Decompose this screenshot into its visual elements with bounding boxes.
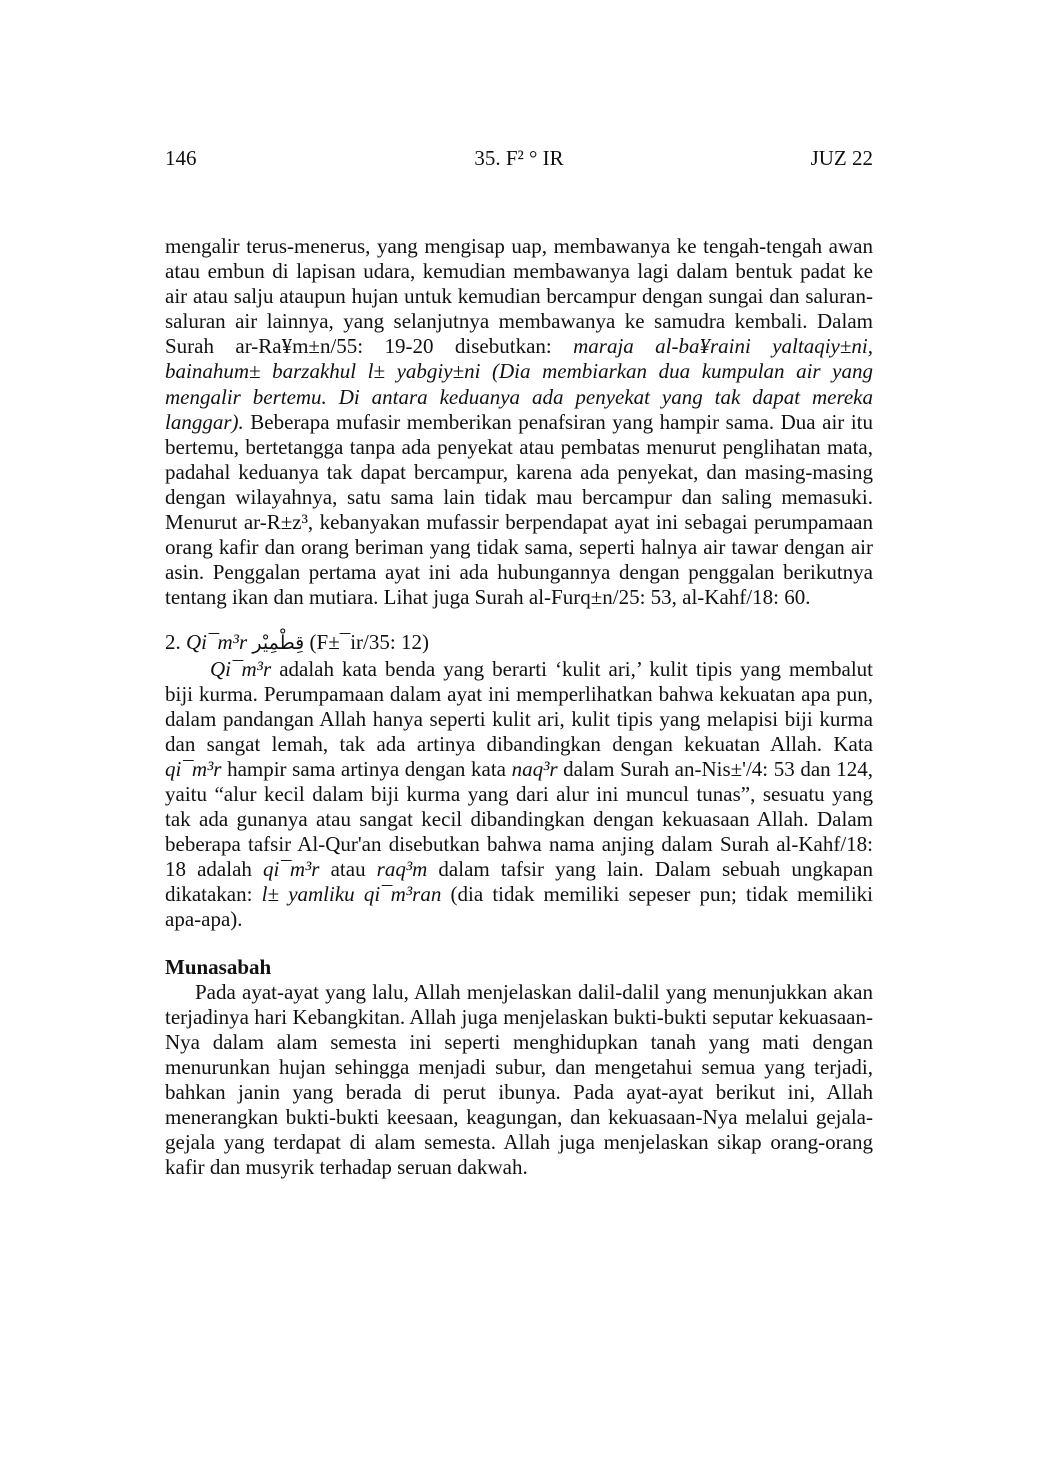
para2-text-1: adalah kata benda yang berarti ‘kulit ari,’ kulit tipis yang membalut biji kurma. Perumpamaan dalam ayat ini memperlihatkan bahwa kekuatan apa pun, dalam pandangan Allah hanya seperti kulit ari, kulit tipis yang melapisi biji kurma dan sangat lemah, tak ada artinya dibandingkan dengan kekuatan Allah. Kata (165, 656, 873, 756)
vocab-number: 2. (165, 630, 181, 655)
page-number: 146 (165, 146, 197, 170)
para2-term-6: l± yamliku qi¯m³ran (261, 882, 442, 907)
para2-term-3: naq³r (511, 756, 558, 781)
page-header (165, 146, 873, 172)
para2-text-5: dalam tafsir yang lain. Dalam sebuah ungkapan dikatakan: (165, 857, 873, 907)
para1-text-2: Beberapa mufasir memberikan penafsiran yang hampir sama. Dua air itu bertemu, bertetangga tanpa ada penyekat atau pembatas menurut penglihatan mata, padahal keduanya tak dapat bercampur, karena ada penyekat, dan masing-masing dengan wilayahnya, satu sama lain tidak mau bercampur dan saling memasuki. Menurut ar-R±z³, kebanyakan mufassir berpendapat ayat ini sebagai perumpamaan orang kafir dan orang beriman yang tidak sama, seperti halnya air tawar dengan air asin. Penggalan pertama ayat ini ada hubungannya dengan penggalan berikutnya tentang ikan dan mutiara. Lihat juga Surah al-Furq±n/25: 53, al-Kahf/18: 60. (165, 409, 873, 610)
para2-term-4: qi¯m³r (263, 857, 320, 882)
section-heading-munasabah: Munasabah (165, 954, 272, 979)
chapter-title: 35. F² ° IR (474, 146, 564, 170)
para2-text-4: atau (319, 857, 377, 882)
para1-quran-quote: maraja al-ba¥raini yaltaqiy±ni, bainahum± barzakhul l± yabgiy±ni (Dia membiarkan dua kumpulan air yang mengalir bertemu. Di antara keduanya ada penyekat yang tak dapat mereka langgar). (165, 334, 873, 434)
vocab-explanation (165, 657, 873, 933)
paragraph-continuation (165, 234, 873, 610)
juz-label: JUZ 22 (810, 146, 873, 170)
para2-term-2: qi¯m³r (165, 756, 222, 781)
munasabah-paragraph: Pada ayat-ayat yang lalu, Allah menjelaskan dalil-dalil yang menunjukkan akan terjadinya hari Kebangkitan. Allah juga menjelaskan bukti-bukti seputar kekuasaan-Nya dalam alam semesta ini seperti menghidupkan tanah yang mati dengan menurunkan hujan sehingga menjadi subur, dan mengetahui semua yang terjadi, bahkan janin yang berada di perut ibunya. Pada ayat-ayat berikut ini, Allah menerangkan bukti-bukti keesaan, keagungan, dan kekuasaan-Nya melalui gejala-gejala yang terdapat di alam semesta. Allah juga menjelaskan sikap orang-orang kafir dan musyrik terhadap seruan dakwah. (165, 979, 873, 1180)
vocab-heading-2 (165, 630, 873, 656)
para2-term-5: raq³m (376, 857, 428, 882)
page-body (165, 234, 873, 1180)
vocab-term: Qi¯m³r (186, 630, 248, 655)
para1-text-1: mengalir terus-menerus, yang mengisap uap, membawanya ke tengah-tengah awan atau embun di lapisan udara, kemudian membawanya lagi dalam bentuk padat ke air atau salju ataupun hujan untuk kemudian bercampur dengan sungai dan saluran-saluran air lainnya, yang selanjutnya membawanya ke samudra kembali. Dalam Surah ar-Ra¥m±n/55: 19-20 disebutkan: (165, 234, 873, 359)
para2-text-6: (dia tidak memiliki sepeser pun; tidak memiliki apa-apa). (165, 882, 874, 932)
para2-text-3: dalam Surah an-Nis±'/4: 53 dan 124, yaitu “alur kecil dalam biji kurma yang dari alur ini muncul tunas”, sesuatu yang tak ada gunanya atau sangat kecil dibandingkan dengan kekuasaan Allah. Dalam beberapa tafsir Al-Qur'an disebutkan bahwa nama anjing dalam Surah al-Kahf/18: 18 adalah (165, 756, 873, 882)
vocab-term-lead: Qi¯m³r (210, 656, 272, 681)
vocab-reference: (F±¯ir/35: 12) (309, 630, 429, 655)
vocab-arabic: قِطْمِيْر (252, 632, 305, 655)
para2-text-2: hampir sama artinya dengan kata (221, 756, 512, 781)
